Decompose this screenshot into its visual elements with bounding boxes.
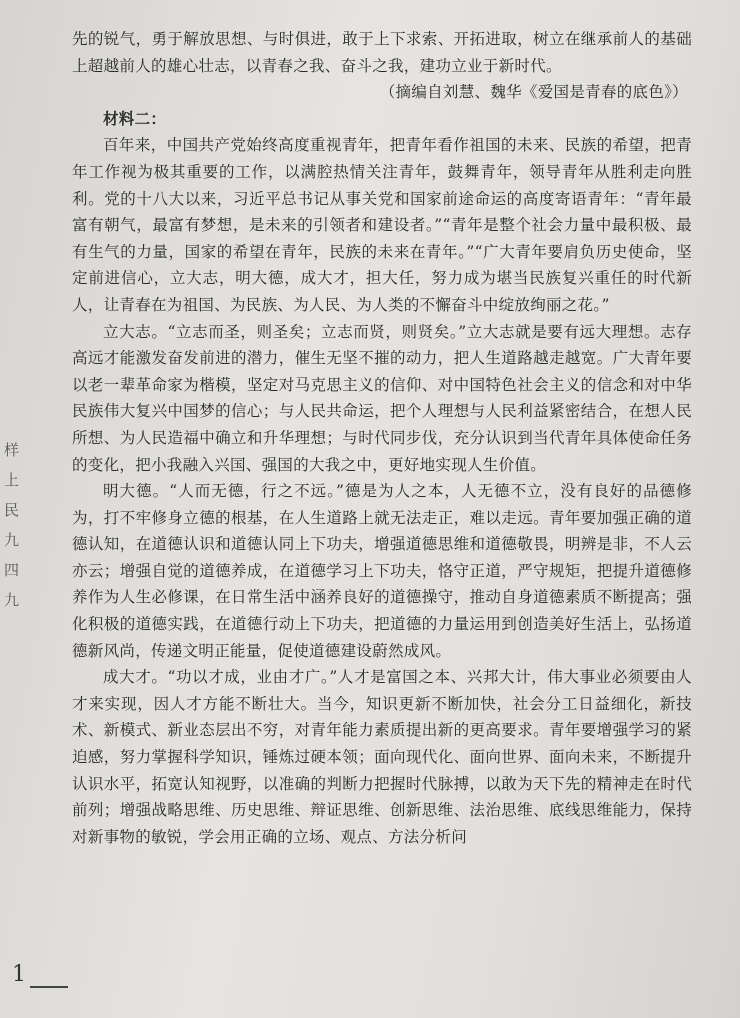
paragraph: 成大才。“功以才成，业由才广。”人才是富国之本、兴邦大计，伟大事业必须要由人才来实现，因人才方能不断壮大。当今，知识更新不断加快，社会分工日益细化，新技术、新模式、新业态层出不穷，对青年能力素质提出新的更高要求。青年要增强学习的紧迫感，努力掌握科学知识，锤炼过硬本领；面向现代化、面向世界、面向未来，不断提升认识水平，拓宽认知视野，以准确的判断力把握时代脉搏，以敢为天下先的精神走在时代前列；增强战略思维、历史思维、辩证思维、创新思维、法治思维、底线思维能力，保持对新事物的敏锐，学会用正确的立场、观点、方法分析问 [72, 668, 692, 846]
bleed-through-margin [700, 48, 740, 90]
paragraph: 明大德。“人而无德，行之不远。”德是为人之本，人无德不立，没有良好的品德修为，打不牢修身立德的根基，在人生道路上就无法走正，难以走远。青年要加强正确的道德认知，在道德认识和道德认同上下功夫，增强道德思维和道德敬畏，明辨是非，不人云亦云；增强自觉的道德养成，在道德学习上下功夫，恪守正道，严守规矩，把提升道德修养作为人生必修课，在日常生活中涵养良好的道德操守，推动自身道德素质不断提高；强化积极的道德实践，在道德行动上下功夫，把道德的力量运用到创造美好生活上，弘扬道德新风尚，传递文明正能量，促使道德建设蔚然成风。 [72, 482, 692, 660]
margin-char: 九 [4, 591, 20, 609]
paragraph: 立大志。“立志而圣，则圣矣；立志而贤，则贤矣。”立大志就是要有远大理想。志存高远才能激发奋发前进的潜力，催生无坚不摧的动力，把人生道路越走越宽。广大青年要以老一辈革命家为楷模，坚定对马克思主义的信仰、对中国特色社会主义的信念和对中华民族伟大复兴中国梦的信心；与人民共命运，把个人理想与人民利益紧密结合，在想人民所想、为人民造福中确立和升华理想；与时代同步伐，充分认识到当代青年具体使命任务的变化，把小我融入兴国、强国的大我之中，更好地实现人生价值。 [72, 322, 692, 474]
margin-char: 样 [4, 441, 20, 459]
margin-char: 上 [4, 471, 20, 489]
page-number: 1 [12, 962, 26, 987]
document-body [72, 26, 692, 850]
intro-paragraph: 先的锐气，勇于解放思想、与时俱进，敢于上下求索、开拓进取，树立在继承前人的基础上超越前人的雄心壮志，以青春之我、奋斗之我，建功立业于新时代。 [72, 30, 692, 75]
paragraph: 百年来，中国共产党始终高度重视青年，把青年看作祖国的未来、民族的希望，把青年工作视为极其重要的工作，以满腔热情关注青年，鼓舞青年，领导青年从胜利走向胜利。党的十八大以来，习近平总书记从事关党和国家前途命运的高度寄语青年：“青年最富有朝气，最富有梦想，是未来的引领者和建设者。”“青年是整个社会力量中最积极、最有生气的力量，国家的希望在青年，民族的未来在青年。”“广大青年要肩负历史使命，坚定前进信心，立大志，明大德，成大才，担大任，努力成为堪当民族复兴重任的时代新人，让青春在为祖国、为民族、为人民、为人类的不懈奋斗中绽放绚丽之花。” [72, 136, 692, 314]
source-citation: （摘编自刘慧、魏华《爱国是青春的底色》） [379, 83, 688, 102]
left-margin-characters [4, 435, 20, 615]
margin-char: 民 [4, 501, 20, 519]
margin-char: 四 [4, 561, 20, 579]
page-number-rule [30, 986, 68, 988]
margin-char: 九 [4, 531, 20, 549]
section-title: 材料二： [103, 108, 167, 128]
